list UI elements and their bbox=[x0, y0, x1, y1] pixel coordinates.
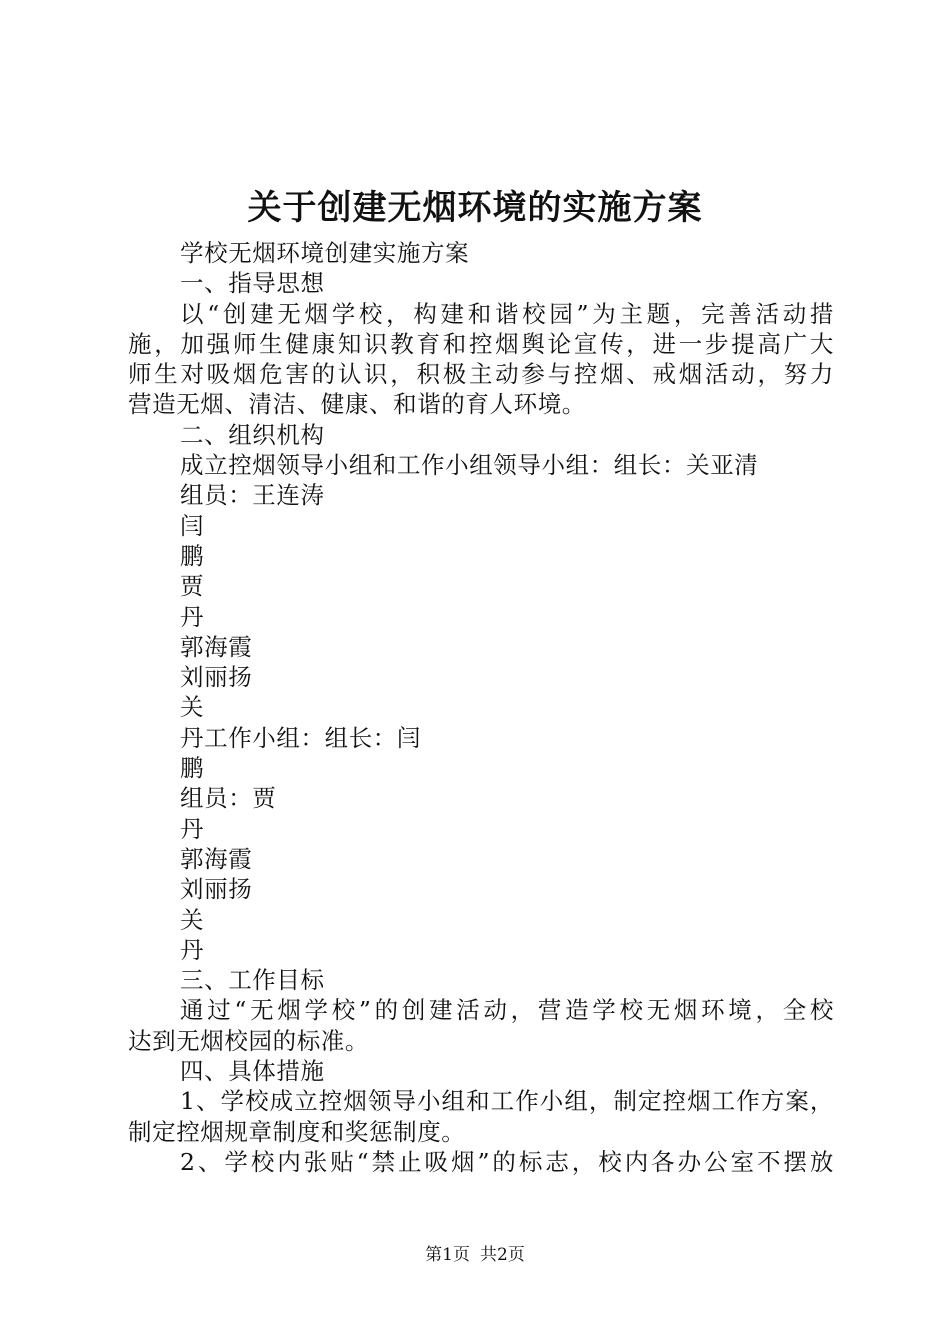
text-line: 丹 bbox=[180, 935, 205, 964]
text-line: 郭海霞 bbox=[180, 844, 253, 873]
text-line: 二、组织机构 bbox=[180, 420, 325, 449]
text-line: 丹 bbox=[180, 814, 205, 843]
text-line: 组员：王连涛 bbox=[180, 481, 325, 510]
text-line: 2、学校内张贴“禁止吸烟”的标志，校内各办公室不摆放 bbox=[180, 1147, 834, 1176]
text-line: 达到无烟校园的标准。 bbox=[128, 1026, 369, 1055]
text-line: 成立控烟领导小组和工作小组领导小组：组长：关亚清 bbox=[180, 451, 759, 480]
text-line: 鹏 bbox=[180, 754, 205, 783]
page-number: 第1页 bbox=[425, 1245, 470, 1265]
page-footer bbox=[0, 1243, 950, 1267]
text-line: 通过“无烟学校”的创建活动，营造学校无烟环境，全校 bbox=[180, 996, 834, 1025]
text-line: 师生对吸烟危害的认识，积极主动参与控烟、戒烟活动，努力 bbox=[128, 360, 834, 389]
text-line: 学校无烟环境创建实施方案 bbox=[180, 239, 470, 267]
text-line: 闫 bbox=[180, 511, 205, 540]
text-line: 关 bbox=[180, 693, 205, 722]
text-line: 刘丽扬 bbox=[180, 875, 253, 904]
text-line: 一、指导思想 bbox=[180, 269, 325, 298]
text-line: 组员：贾 bbox=[180, 784, 277, 813]
text-line: 刘丽扬 bbox=[180, 663, 253, 692]
text-line: 制定控烟规章制度和奖惩制度。 bbox=[128, 1117, 466, 1146]
text-line: 贾 bbox=[180, 572, 205, 601]
text-line: 四、具体措施 bbox=[180, 1057, 325, 1086]
text-line: 郭海霞 bbox=[180, 632, 253, 661]
text-line: 鹏 bbox=[180, 541, 205, 570]
text-line: 以“创建无烟学校，构建和谐校园”为主题，完善活动措 bbox=[180, 299, 834, 328]
page-total: 共2页 bbox=[480, 1245, 525, 1265]
text-line: 丹工作小组：组长：闫 bbox=[180, 723, 421, 752]
text-line: 1、学校成立控烟领导小组和工作小组，制定控烟工作方案， bbox=[180, 1087, 834, 1116]
text-line: 关 bbox=[180, 905, 205, 934]
text-line: 施，加强师生健康知识教育和控烟舆论宣传，进一步提高广大 bbox=[128, 329, 834, 358]
text-line: 三、工作目标 bbox=[180, 966, 325, 995]
document-title: 关于创建无烟环境的实施方案 bbox=[247, 188, 703, 228]
document-body bbox=[128, 238, 834, 1177]
text-line: 营造无烟、清洁、健康、和谐的育人环境。 bbox=[128, 390, 586, 419]
text-line: 丹 bbox=[180, 602, 205, 631]
